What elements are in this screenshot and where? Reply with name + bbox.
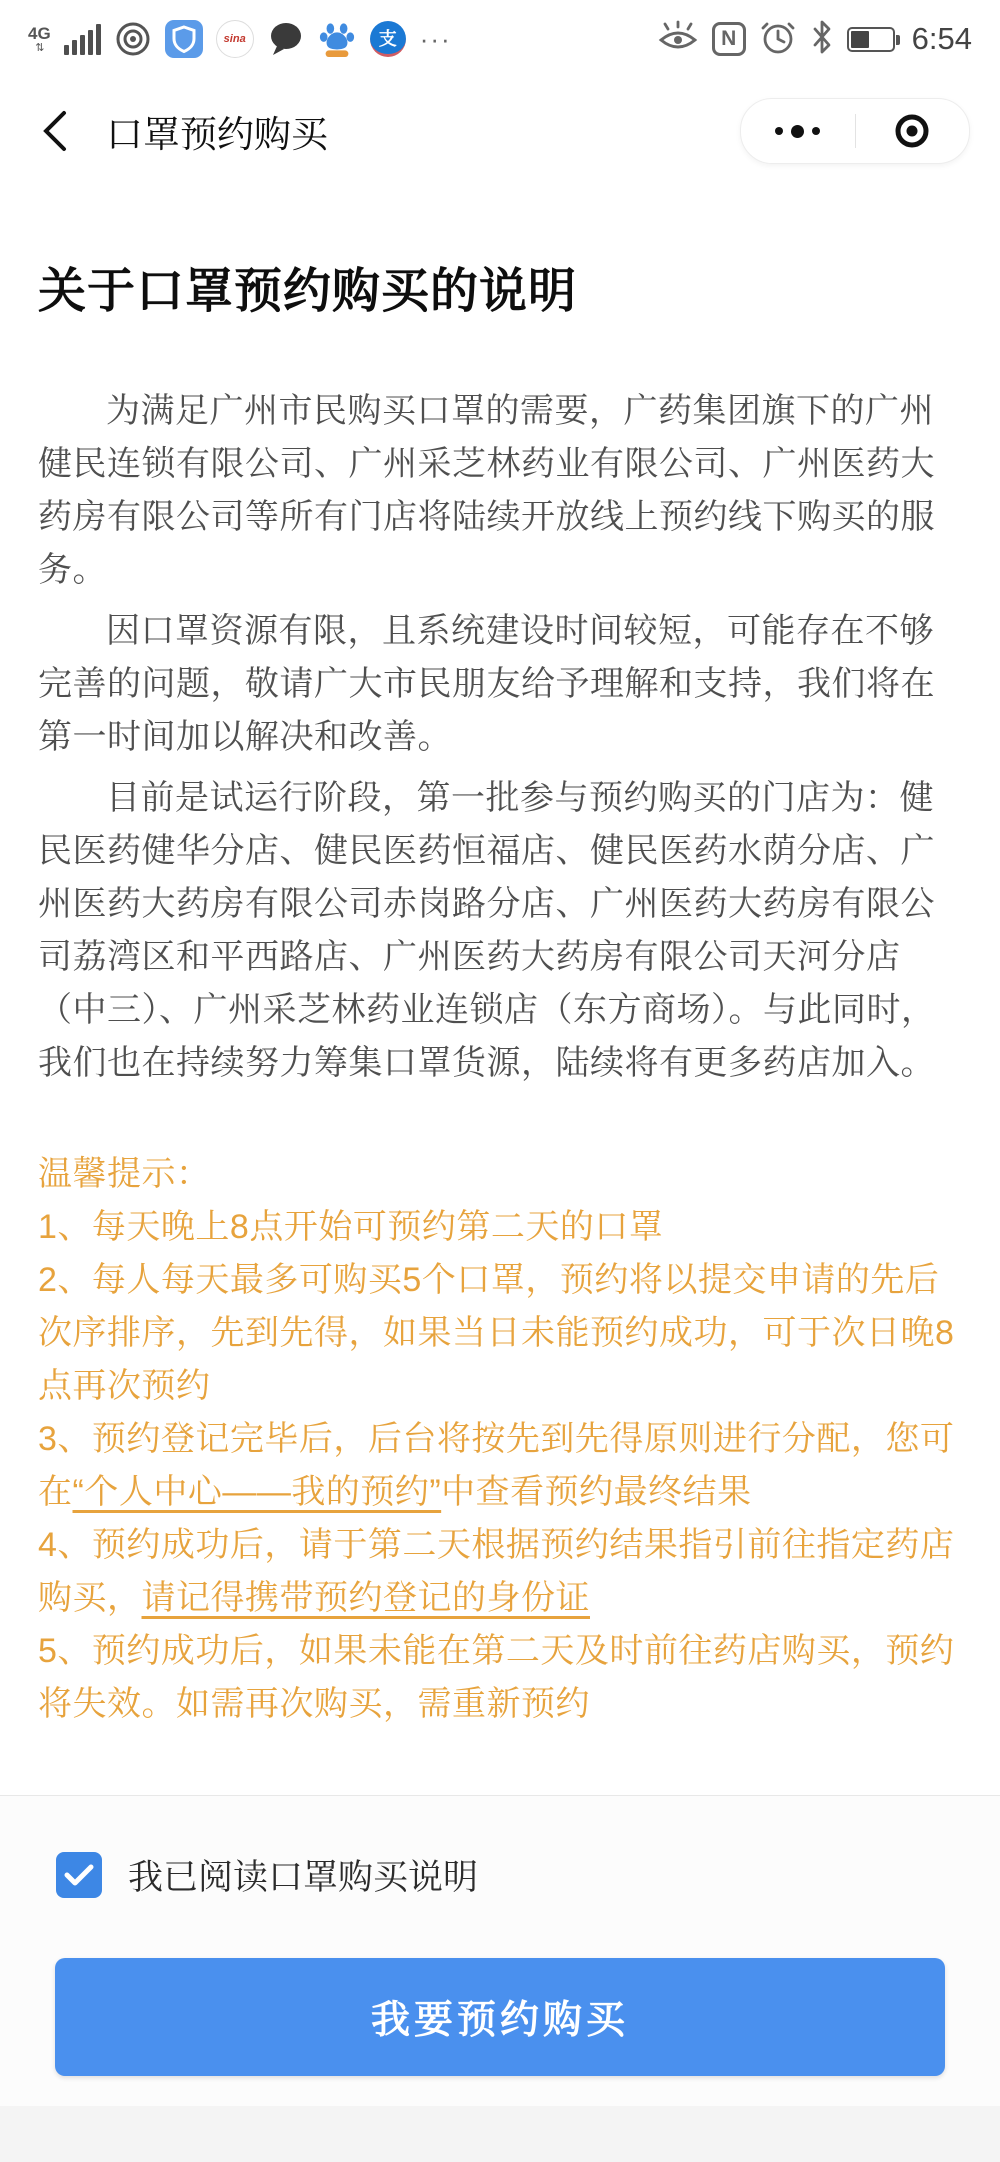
checkmark-icon [64, 1863, 94, 1887]
eye-comfort-icon [657, 19, 699, 60]
network-arrows-icon: ⇅ [35, 41, 44, 54]
baidu-paw-icon [318, 20, 356, 58]
tip-item-1: 1、每天晚上8点开始可预约第二天的口罩 [38, 1208, 664, 1246]
back-button[interactable] [30, 96, 80, 166]
nav-bar [0, 72, 1000, 190]
nfc-icon [712, 22, 746, 56]
miniprogram-capsule [740, 98, 970, 164]
bottom-strip [0, 2106, 1000, 2162]
tip-3-text-post: 中查看预约最终结果 [441, 1473, 752, 1511]
notice-paragraph-2: 因口罩资源有限，且系统建设时间较短，可能存在不够完善的问题，敬请广大市民朋友给予理解和支持，我们将在第一时间加以解决和改善。 [38, 612, 935, 756]
alipay-glyph: 支 [378, 28, 397, 49]
notice-paragraph-3: 目前是试运行阶段，第一批参与预约购买的门店为：健民医药健华分店、健民医药恒福店、健民医药水荫分店、广州医药大药房有限公司赤岗路分店、广州医药大药房有限公司荔湾区和平西路店、广州医药大药房有限公司天河分店（中三）、广州采芝林药业连锁店（东方商场）。与此同时，我们也在持续努力筹集口罩货源，陆续将有更多药店加入。 [38, 779, 936, 1082]
status-bar-right [657, 18, 972, 61]
tip-item-5: 5、预约成功后，如果未能在第二天及时前往药店购买，预约将失效。如需再次购买，需重新预约 [38, 1632, 955, 1723]
sina-app-icon [216, 20, 254, 58]
page-title: 口罩预约购买 [106, 114, 328, 155]
notice-paragraph-1: 为满足广州市民购买口罩的需要，广药集团旗下的广州健民连锁有限公司、广州采芝林药业有限公司、广州医药大药房有限公司等所有门店将陆续开放线上预约线下购买的服务。 [38, 392, 935, 589]
shield-app-icon [165, 20, 203, 58]
tips-section [38, 1148, 962, 1731]
signal-bar [64, 45, 69, 55]
battery-icon [847, 27, 895, 52]
alarm-clock-icon [759, 18, 797, 61]
battery-nub [896, 35, 900, 45]
target-circle-icon [892, 111, 932, 151]
bluetooth-icon [810, 19, 834, 60]
tip-item-3 [38, 1413, 962, 1519]
status-bar [0, 0, 1000, 72]
chevron-left-icon [42, 109, 68, 153]
network-type-label: 4G [28, 23, 51, 43]
tip-item-2: 2、每人每天最多可购买5个口罩，预约将以提交申请的先后次序排序，先到先得，如果当日未能预约成功，可于次日晚8点再次预约 [38, 1261, 955, 1405]
clock-time: 6:54 [911, 21, 972, 56]
signal-bar [72, 40, 77, 55]
footer-panel [0, 1796, 1000, 2162]
content-area [0, 252, 1000, 1731]
signal-bar [88, 30, 93, 55]
hotspot-icon [114, 20, 152, 58]
reserve-purchase-button[interactable]: 我要预约购买 [55, 1958, 945, 2076]
notice-heading: 关于口罩预约购买的说明 [38, 265, 578, 318]
nfc-glyph: N [721, 27, 737, 50]
close-miniprogram-button[interactable] [856, 99, 970, 163]
signal-bar [96, 24, 101, 55]
status-bar-left [28, 20, 452, 58]
tip-4-emphasized-reminder: 请记得携带预约登记的身份证 [141, 1579, 590, 1617]
tips-title: 温馨提示： [38, 1155, 211, 1193]
agreement-label: 我已阅读口罩购买说明 [128, 1858, 479, 1897]
signal-bar [80, 35, 85, 55]
alipay-app-icon [369, 20, 407, 58]
notification-overflow-icon: ··· [419, 23, 452, 54]
chat-bubble-icon [267, 20, 305, 58]
tip-item-4 [38, 1519, 962, 1625]
signal-strength-icon [64, 23, 101, 55]
agreement-row [56, 1850, 944, 1900]
tip-3-emphasized-path: “个人中心——我的预约” [72, 1473, 442, 1511]
agreement-checkbox[interactable] [56, 1852, 102, 1898]
ellipsis-icon [775, 125, 820, 138]
network-type-indicator [28, 25, 51, 54]
sina-label: sina [223, 33, 246, 45]
tip-3-text-pre: 3、预约登记完毕后，后台将按先到先得原则进行分配，您可在 [38, 1420, 955, 1511]
battery-fill [851, 31, 869, 48]
more-options-button[interactable] [741, 99, 855, 163]
tip-4-text-pre: 4、预约成功后，请于第二天根据预约结果指引前往指定药店购买， [38, 1526, 955, 1617]
